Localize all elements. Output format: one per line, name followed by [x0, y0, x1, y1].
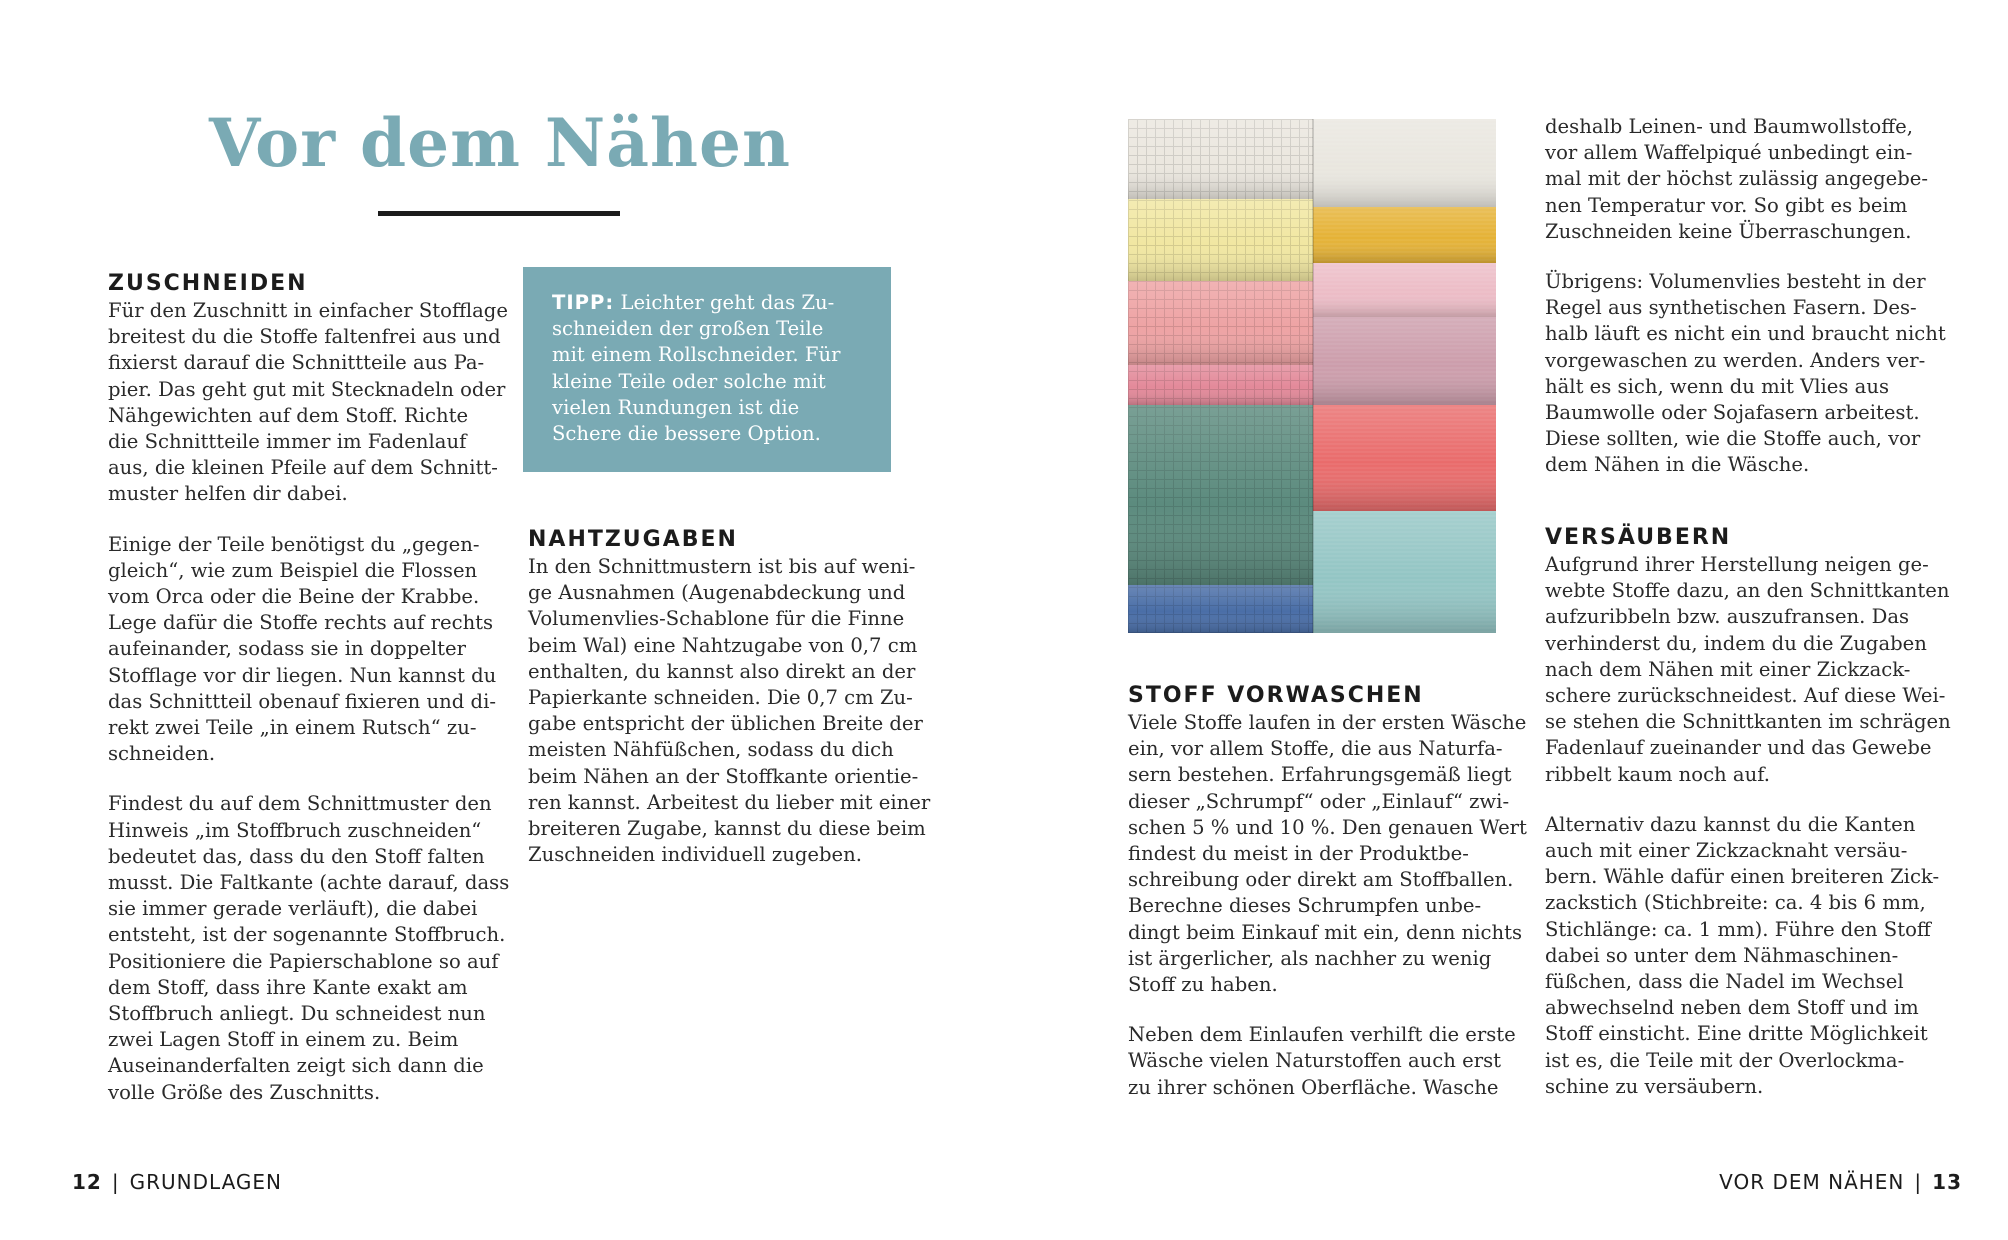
- paragraph: [108, 532, 497, 768]
- fabric-stack-image: [1128, 119, 1496, 633]
- text-line: Aufgrund ihrer Herstellung neigen ge-: [1545, 553, 1929, 576]
- text-line: dingt beim Einkauf mit ein, denn nichts: [1128, 920, 1523, 944]
- text-line: Zuschneiden keine Überraschungen.: [1545, 219, 1912, 243]
- heading-versaeubern: VERSÄUBERN: [1545, 525, 1732, 550]
- text-line: Alternativ dazu kannst du die Kanten: [1545, 812, 1916, 836]
- text-line: deshalb Leinen- und Baumwollstoffe,: [1545, 115, 1913, 138]
- text-line: findest du meist in der Produktbe-: [1128, 842, 1469, 866]
- body-versaeubern: [1545, 552, 1951, 1100]
- text-line: entsteht, ist der sogenannte Stoffbruch.: [108, 923, 506, 947]
- text-line: hält es sich, wenn du mit Vlies aus: [1545, 374, 1890, 398]
- tip-first-line: [552, 290, 862, 316]
- footer-left: [72, 1169, 282, 1195]
- footer-section-right: VOR DEM NÄHEN: [1719, 1170, 1905, 1194]
- tip-line: vielen Rundungen ist die: [552, 395, 800, 419]
- footer-separator: |: [111, 1170, 120, 1194]
- section-nahtzugaben: [528, 526, 931, 868]
- text-line: rekt zwei Teile „in einem Rutsch“ zu-: [108, 716, 477, 740]
- heading-stoff-vorwaschen: STOFF VORWASCHEN: [1128, 683, 1424, 708]
- text-line: Baumwolle oder Sojafasern arbeitest.: [1545, 401, 1920, 425]
- text-line: bern. Wähle dafür einen breiteren Zick-: [1545, 865, 1940, 889]
- text-line: füßchen, dass die Nadel im Wechsel: [1545, 970, 1904, 994]
- text-line: ren kannst. Arbeitest du lieber mit einer: [528, 790, 931, 814]
- paragraph: [1545, 269, 1946, 479]
- text-line: verhinderst du, indem du die Zugaben: [1545, 631, 1927, 655]
- text-line: aufzuribbeln bzw. auszufransen. Das: [1545, 605, 1910, 629]
- text-line: Volumenvlies-Schablone für die Finne: [528, 607, 905, 631]
- body-zuschneiden: [108, 298, 510, 1106]
- text-line: Lege dafür die Stoffe rechts auf rechts: [108, 611, 494, 635]
- text-line: aufeinander, sodass sie in doppelter: [108, 637, 466, 661]
- text-line: volle Größe des Zuschnitts.: [108, 1080, 381, 1104]
- text-line: vor allem Waffelpiqué unbedingt ein-: [1545, 141, 1913, 165]
- text-line: Viele Stoffe laufen in der ersten Wäsche: [1128, 711, 1527, 734]
- text-line: schneiden.: [108, 742, 216, 766]
- text-line: nen Temperatur vor. So gibt es beim: [1545, 193, 1908, 217]
- text-line: dieser „Schrumpf“ oder „Einlauf“ zwi-: [1128, 789, 1510, 813]
- text-line: auch mit einer Zickzacknaht versäu-: [1545, 839, 1908, 863]
- text-line: schine zu versäubern.: [1545, 1074, 1764, 1098]
- section-stoff-vorwaschen: [1128, 682, 1527, 1101]
- tip-line: schneiden der großen Teile: [552, 317, 824, 341]
- text-line: abwechselnd neben dem Stoff und im: [1545, 996, 1919, 1020]
- tip-line: Leichter geht das Zu-: [620, 291, 835, 314]
- text-line: dabei so unter dem Nähmaschinen-: [1545, 943, 1899, 967]
- text-line: pier. Das geht gut mit Stecknadeln oder: [108, 377, 506, 401]
- text-line: muster helfen dir dabei.: [108, 482, 348, 506]
- text-line: Stoffbruch anliegt. Du schneidest nun: [108, 1002, 486, 1026]
- paragraph: [1128, 710, 1527, 998]
- text-line: Nähgewichten auf dem Stoff. Richte: [108, 403, 469, 427]
- text-line: ein, vor allem Stoffe, die aus Naturfa-: [1128, 737, 1503, 761]
- text-line: Neben dem Einlaufen verhilft die erste: [1128, 1023, 1516, 1047]
- body-nahtzugaben: [528, 554, 931, 868]
- text-line: Auseinanderfalten zeigt sich dann die: [108, 1054, 484, 1078]
- title-underline: [378, 211, 620, 216]
- tip-line: mit einem Rollschneider. Für: [552, 343, 841, 367]
- text-line: se stehen die Schnittkanten im schrägen: [1545, 710, 1951, 734]
- text-line: breiteren Zugabe, kannst du diese beim: [528, 817, 926, 841]
- paragraph: [1545, 812, 1940, 1100]
- text-line: schere zurückschneidest. Auf diese Wei-: [1545, 684, 1946, 708]
- text-line: Übrigens: Volumenvlies besteht in der: [1545, 270, 1926, 294]
- text-line: sie immer gerade verläuft), die dabei: [108, 897, 478, 921]
- text-line: halb läuft es nicht ein und braucht nicht: [1545, 322, 1946, 346]
- text-line: Regel aus synthetischen Fasern. Des-: [1545, 296, 1917, 320]
- text-line: Stoff einsticht. Eine dritte Möglichkeit: [1545, 1022, 1928, 1046]
- tip-box: [523, 267, 891, 472]
- text-line: aus, die kleinen Pfeile auf dem Schnitt-: [108, 456, 498, 480]
- text-line: vom Orca oder die Beine der Krabbe.: [108, 585, 480, 609]
- footer-right: [1719, 1169, 1962, 1195]
- text-line: Einige der Teile benötigst du „gegen-: [108, 532, 480, 556]
- text-line: nach dem Nähen mit einer Zickzack-: [1545, 657, 1911, 681]
- fabric-stack-photo: [1128, 119, 1496, 633]
- text-line: ribbelt kaum noch auf.: [1545, 762, 1770, 786]
- text-line: Zuschneiden individuell zugeben.: [528, 843, 862, 867]
- paragraph: [108, 791, 510, 1105]
- text-line: breitest du die Stoffe faltenfrei aus und: [108, 325, 501, 349]
- text-line: zackstich (Stichbreite: ca. 4 bis 6 mm,: [1545, 891, 1926, 915]
- page-number-left: 12: [72, 1170, 102, 1194]
- tip-line: kleine Teile oder solche mit: [552, 369, 826, 393]
- text-line: dem Nähen in die Wäsche.: [1545, 453, 1810, 477]
- text-line: Papierkante schneiden. Die 0,7 cm Zu-: [528, 686, 913, 710]
- text-line: fixierst darauf die Schnittteile aus Pa-: [108, 351, 485, 375]
- text-line: zu ihrer schönen Oberfläche. Wasche: [1128, 1075, 1499, 1099]
- section-vorwaschen-continued: [1545, 114, 1946, 479]
- page-number-right: 13: [1932, 1170, 1962, 1194]
- text-line: beim Nähen an der Stoffkante orientie-: [528, 764, 919, 788]
- text-line: vorgewaschen zu werden. Anders ver-: [1545, 348, 1926, 372]
- tip-line: Schere die bessere Option.: [552, 422, 821, 446]
- text-line: dem Stoff, dass ihre Kante exakt am: [108, 975, 468, 999]
- text-line: Positioniere die Papierschablone so auf: [108, 949, 499, 973]
- text-line: mal mit der höchst zulässig angegebe-: [1545, 167, 1928, 191]
- body-stoff-vorwaschen: [1128, 710, 1527, 1101]
- heading-nahtzugaben: NAHTZUGABEN: [528, 527, 738, 552]
- text-line: ist es, die Teile mit der Overlockma-: [1545, 1048, 1905, 1072]
- text-line: Wäsche vielen Naturstoffen auch erst: [1128, 1049, 1502, 1073]
- text-line: webte Stoffe dazu, an den Schnittkanten: [1545, 579, 1950, 603]
- text-line: Fadenlauf zueinander und das Gewebe: [1545, 736, 1932, 760]
- text-line: bedeutet das, dass du den Stoff falten: [108, 844, 485, 868]
- paragraph: [108, 298, 508, 508]
- text-line: ist ärgerlicher, als nachher zu wenig: [1128, 946, 1492, 970]
- text-line: Hinweis „im Stoffbruch zuschneiden“: [108, 818, 482, 842]
- paragraph: [528, 554, 931, 868]
- text-line: schreibung oder direkt am Stoffballen.: [1128, 868, 1514, 892]
- footer-separator: |: [1914, 1170, 1923, 1194]
- footer-section-left: GRUNDLAGEN: [129, 1170, 283, 1194]
- body-vorwaschen-continued: [1545, 114, 1946, 479]
- section-zuschneiden: [108, 270, 510, 1106]
- text-line: zwei Lagen Stoff in einem zu. Beim: [108, 1028, 459, 1052]
- page-title: Vor dem Nähen: [209, 104, 791, 182]
- text-line: Stoff zu haben.: [1128, 973, 1278, 997]
- text-line: beim Wal) eine Nahtzugabe von 0,7 cm: [528, 633, 918, 657]
- text-line: Berechne dieses Schrumpfen unbe-: [1128, 894, 1482, 918]
- text-line: meisten Nähfüßchen, sodass du dich: [528, 738, 894, 762]
- heading-zuschneiden: ZUSCHNEIDEN: [108, 271, 308, 296]
- text-line: Stofflage vor dir liegen. Nun kannst du: [108, 663, 497, 687]
- text-line: In den Schnittmustern ist bis auf weni-: [528, 555, 916, 578]
- text-line: gleich“, wie zum Beispiel die Flossen: [108, 558, 478, 582]
- text-line: enthalten, du kannst also direkt an der: [528, 659, 916, 683]
- text-line: die Schnittteile immer im Fadenlauf: [108, 430, 467, 454]
- text-line: ge Ausnahmen (Augenabdeckung und: [528, 581, 906, 605]
- paragraph: [1545, 114, 1928, 245]
- text-line: Diese sollten, wie die Stoffe auch, vor: [1545, 427, 1921, 451]
- tip-label: TIPP:: [552, 291, 615, 314]
- text-line: musst. Die Faltkante (achte darauf, dass: [108, 871, 510, 895]
- text-line: Für den Zuschnitt in einfacher Stofflage: [108, 299, 508, 322]
- section-versaeubern: [1545, 524, 1951, 1100]
- paragraph: [1545, 552, 1951, 788]
- text-line: schen 5 % und 10 %. Den genauen Wert: [1128, 815, 1527, 839]
- text-line: Findest du auf dem Schnittmuster den: [108, 792, 492, 816]
- paragraph: [1128, 1022, 1516, 1101]
- text-line: Stichlänge: ca. 1 mm). Führe den Stoff: [1545, 917, 1931, 941]
- text-line: das Schnittteil obenauf fixieren und di-: [108, 689, 496, 713]
- text-line: gabe entspricht der üblichen Breite der: [528, 712, 923, 736]
- text-line: sern bestehen. Erfahrungsgemäß liegt: [1128, 763, 1512, 787]
